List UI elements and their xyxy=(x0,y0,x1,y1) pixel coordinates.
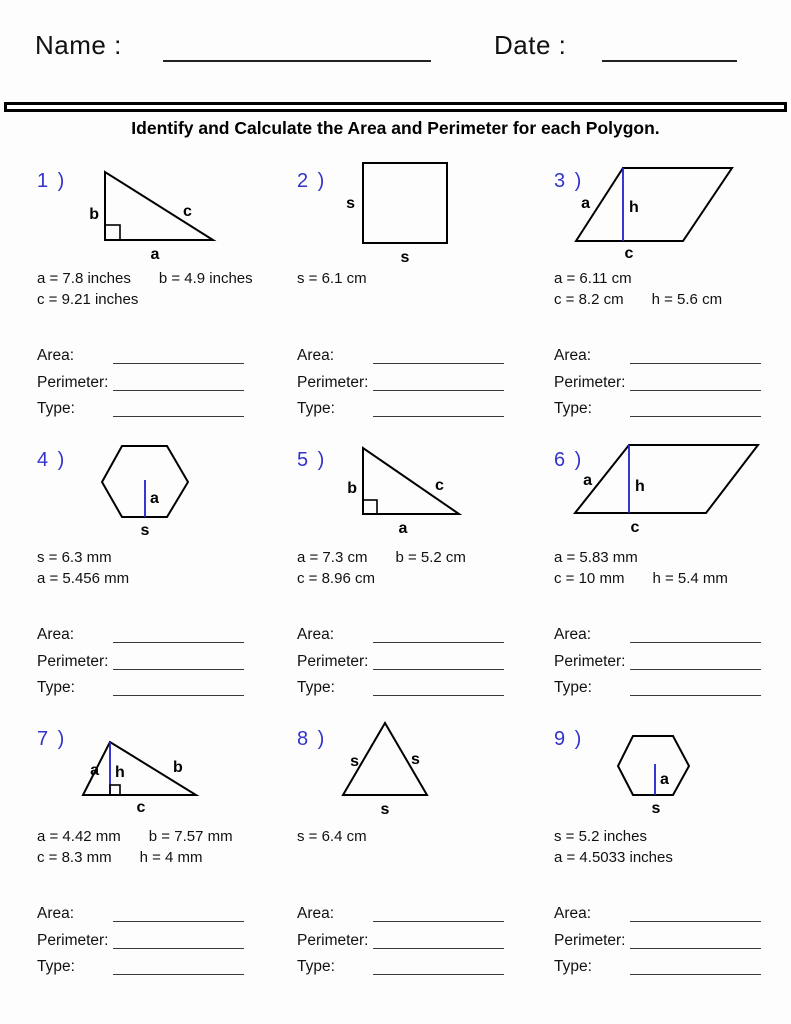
area-label: Area: xyxy=(554,905,592,922)
square-figure xyxy=(293,158,543,266)
type-blank xyxy=(113,959,244,975)
perimeter-blank xyxy=(113,375,244,391)
perimeter-label: Perimeter: xyxy=(297,931,369,949)
answer-block xyxy=(297,904,554,984)
type-blank xyxy=(113,680,244,696)
measurements xyxy=(554,547,791,589)
parallelogram-figure xyxy=(550,158,791,266)
measurement: a = 5.83 mm xyxy=(554,549,638,566)
answer-block xyxy=(554,904,791,984)
perimeter-blank xyxy=(373,933,504,949)
height-label-h: h xyxy=(115,764,125,781)
perimeter-label: Perimeter: xyxy=(554,373,626,391)
area-label: Area: xyxy=(297,347,335,364)
measurement: s = 6.1 cm xyxy=(297,270,367,287)
problem-2 xyxy=(293,158,550,437)
name-blank-line xyxy=(163,60,431,62)
side-label-s-bottom: s xyxy=(380,801,390,818)
measurements xyxy=(297,268,554,310)
side-label-c: c xyxy=(630,519,640,536)
answer-block xyxy=(37,625,297,705)
height-label-h: h xyxy=(629,199,639,216)
side-label-a: a xyxy=(583,472,592,489)
problem-3 xyxy=(550,158,791,437)
measurement: c = 8.3 mm xyxy=(37,849,112,866)
side-label-b: b xyxy=(89,206,99,223)
measurement: s = 5.2 inches xyxy=(554,828,647,845)
answer-block xyxy=(297,625,554,705)
type-blank xyxy=(630,959,761,975)
problem-9 xyxy=(550,716,791,995)
area-blank xyxy=(373,348,504,364)
type-label: Type: xyxy=(554,958,592,975)
right-triangle-figure xyxy=(293,437,543,545)
parallelogram-figure xyxy=(550,437,791,545)
area-label: Area: xyxy=(297,626,335,643)
measurement: a = 4.5033 inches xyxy=(554,849,673,866)
problem-6 xyxy=(550,437,791,716)
area-label: Area: xyxy=(37,905,75,922)
measurement: a = 4.42 mm xyxy=(37,828,121,845)
date-label: Date : xyxy=(494,30,567,60)
side-label-s: s xyxy=(140,522,150,539)
problem-number: 6 ) xyxy=(554,449,584,471)
type-blank xyxy=(373,401,504,417)
triangle-with-height-figure xyxy=(33,716,283,824)
problem-number: 9 ) xyxy=(554,728,584,750)
date-blank-line xyxy=(602,60,737,62)
perimeter-blank xyxy=(113,654,244,670)
type-blank xyxy=(630,401,761,417)
measurements xyxy=(37,826,297,868)
measurement: c = 10 mm xyxy=(554,570,625,587)
answer-block xyxy=(554,346,791,426)
measurements xyxy=(297,826,554,868)
hexagon-figure xyxy=(33,437,283,545)
right-triangle-figure xyxy=(33,158,283,266)
type-blank xyxy=(630,680,761,696)
area-blank xyxy=(373,627,504,643)
measurement: c = 8.96 cm xyxy=(297,570,375,587)
apothem-label-a: a xyxy=(660,771,669,788)
perimeter-blank xyxy=(373,654,504,670)
hexagon-figure xyxy=(550,716,791,824)
height-label-h: h xyxy=(635,478,645,495)
area-blank xyxy=(630,906,761,922)
double-rule-divider xyxy=(4,102,787,112)
problem-number: 8 ) xyxy=(297,728,327,750)
type-label: Type: xyxy=(37,400,75,417)
measurement: a = 7.8 inches xyxy=(37,270,131,287)
measurement: s = 6.4 cm xyxy=(297,828,367,845)
type-label: Type: xyxy=(37,679,75,696)
perimeter-blank xyxy=(113,933,244,949)
side-label-c: c xyxy=(183,203,192,220)
measurement: h = 5.4 mm xyxy=(652,570,728,587)
area-label: Area: xyxy=(297,905,335,922)
type-label: Type: xyxy=(297,400,335,417)
measurements xyxy=(554,268,791,310)
type-label: Type: xyxy=(297,958,335,975)
side-label-s-left: s xyxy=(346,195,355,212)
measurements xyxy=(554,826,791,868)
answer-block xyxy=(37,904,297,984)
type-label: Type: xyxy=(554,679,592,696)
type-label: Type: xyxy=(297,679,335,696)
side-label-a: a xyxy=(398,520,408,537)
side-label-s: s xyxy=(651,800,661,817)
measurement: h = 4 mm xyxy=(139,849,203,866)
answer-block xyxy=(554,625,791,705)
problem-number: 1 ) xyxy=(37,170,67,192)
measurement: s = 6.3 mm xyxy=(37,549,112,566)
perimeter-label: Perimeter: xyxy=(554,652,626,670)
answer-block xyxy=(37,346,297,426)
perimeter-label: Perimeter: xyxy=(297,652,369,670)
side-label-s-left: s xyxy=(350,753,359,770)
measurement: h = 5.6 cm xyxy=(651,291,723,308)
side-label-s-right: s xyxy=(411,751,420,768)
area-label: Area: xyxy=(37,626,75,643)
type-label: Type: xyxy=(37,958,75,975)
problems-grid xyxy=(33,158,791,995)
measurement: a = 7.3 cm xyxy=(297,549,368,566)
perimeter-blank xyxy=(630,375,761,391)
problem-5 xyxy=(293,437,550,716)
measurement: b = 4.9 inches xyxy=(158,270,253,287)
problem-number: 3 ) xyxy=(554,170,584,192)
measurement: b = 7.57 mm xyxy=(148,828,233,845)
measurement: c = 9.21 inches xyxy=(37,291,139,308)
worksheet-title: Identify and Calculate the Area and Perimeter for each Polygon. xyxy=(131,118,660,138)
area-blank xyxy=(630,627,761,643)
type-blank xyxy=(373,680,504,696)
problem-4 xyxy=(33,437,293,716)
equilateral-triangle-figure xyxy=(293,716,543,824)
perimeter-blank xyxy=(373,375,504,391)
problem-number: 4 ) xyxy=(37,449,67,471)
side-label-a: a xyxy=(150,246,160,263)
answer-block xyxy=(297,346,554,426)
perimeter-label: Perimeter: xyxy=(297,373,369,391)
measurement: b = 5.2 cm xyxy=(395,549,466,566)
problem-number: 7 ) xyxy=(37,728,67,750)
perimeter-label: Perimeter: xyxy=(37,931,109,949)
perimeter-blank xyxy=(630,933,761,949)
area-blank xyxy=(113,627,244,643)
problem-1 xyxy=(33,158,293,437)
apothem-label-a: a xyxy=(150,490,159,507)
side-label-a: a xyxy=(581,195,590,212)
measurements xyxy=(37,268,297,310)
perimeter-label: Perimeter: xyxy=(37,373,109,391)
type-label: Type: xyxy=(554,400,592,417)
perimeter-label: Perimeter: xyxy=(37,652,109,670)
problem-number: 5 ) xyxy=(297,449,327,471)
side-label-b: b xyxy=(347,480,357,497)
measurement: a = 6.11 cm xyxy=(554,270,632,287)
side-label-c: c xyxy=(624,245,634,262)
measurement: c = 8.2 cm xyxy=(554,291,624,308)
problem-7 xyxy=(33,716,293,995)
measurements xyxy=(37,547,297,589)
area-blank xyxy=(373,906,504,922)
problem-8 xyxy=(293,716,550,995)
type-blank xyxy=(373,959,504,975)
area-blank xyxy=(630,348,761,364)
side-label-c: c xyxy=(136,799,146,816)
area-label: Area: xyxy=(37,347,75,364)
area-label: Area: xyxy=(554,626,592,643)
area-label: Area: xyxy=(554,347,592,364)
side-label-b: b xyxy=(173,759,183,776)
problem-number: 2 ) xyxy=(297,170,327,192)
perimeter-label: Perimeter: xyxy=(554,931,626,949)
area-blank xyxy=(113,906,244,922)
measurements xyxy=(297,547,554,589)
side-label-s-bottom: s xyxy=(400,249,410,266)
name-label: Name : xyxy=(35,30,122,60)
measurement: a = 5.456 mm xyxy=(37,570,130,587)
side-label-a: a xyxy=(90,762,99,779)
perimeter-blank xyxy=(630,654,761,670)
side-label-c: c xyxy=(435,477,444,494)
area-blank xyxy=(113,348,244,364)
type-blank xyxy=(113,401,244,417)
